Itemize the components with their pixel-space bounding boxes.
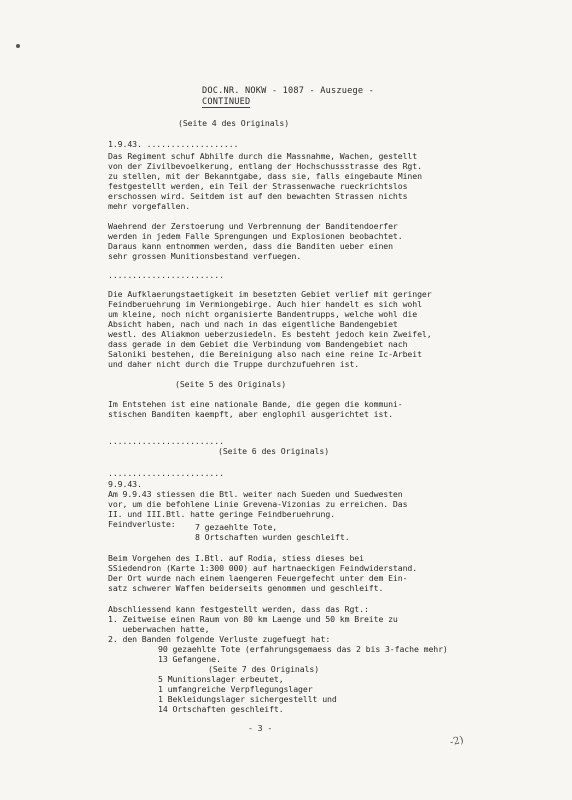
document-title: DOC.NR. NOKW - 1087 - Auszuege -	[202, 86, 374, 96]
ellipsis-separator: ........................	[108, 468, 224, 478]
paragraph-line: Das Regiment schuf Abhilfe durch die Massnahme, Wachen, gestellt	[108, 151, 418, 161]
paragraph-line: Daraus kann entnommen werden, dass die Banditen ueber einen	[108, 241, 393, 251]
paragraph-line: werden in jedem Falle Sprengungen und Explosionen beobachtet.	[108, 231, 403, 241]
document-continued: CONTINUED	[202, 97, 251, 107]
paragraph-line: Feindberuehrung im Vermiongebirge. Auch hier handelt es sich wohl	[108, 299, 422, 309]
losses-item: 1 umfangreiche Verpflegungslager	[158, 684, 313, 694]
paragraph-line: zu stellen, mit der Bekanntgabe, dass sie, falls eingebaute Minen	[108, 171, 422, 181]
page-reference: (Seite 5 des Originals)	[175, 379, 287, 389]
page-reference: (Seite 7 des Originals)	[208, 664, 320, 674]
list-item: ueberwachen hatte,	[108, 624, 210, 634]
paragraph-line: II. und III.Btl. hatte geringe Feindberuehrung.	[108, 509, 335, 519]
losses-item: 7 gezaehlte Tote,	[195, 522, 278, 532]
paragraph-line: dass gerade in dem Gebiet die Verbindung vom Bandengebiet nach	[108, 339, 408, 349]
paragraph-line: erschossen wird. Seitdem ist auf den bewachten Strassen nichts	[108, 191, 408, 201]
losses-item: 14 Ortschaften geschleift.	[158, 704, 284, 714]
paragraph-line: von der Zivilbevoelkerung, entlang der Hochschussstrasse des Rgt.	[108, 161, 422, 171]
paragraph-line: stischen Banditen kaempft, aber englophil ausgerichtet ist.	[108, 409, 393, 419]
paragraph-line: vor, um die befohlene Linie Grevena-Vizonias zu erreichen. Das	[108, 499, 408, 509]
punch-mark	[16, 44, 20, 48]
paragraph-line: SSiedendron (Karte 1:300 000) auf hartnaeckigen Feindwiderstand.	[108, 563, 418, 573]
list-item: 2. den Banden folgende Verluste zugefuegt hat:	[108, 634, 331, 644]
paragraph-line: mehr vorgefallen.	[108, 201, 191, 211]
losses-item: 1 Bekleidungslager sichergestellt und	[158, 694, 337, 704]
paragraph-line: westl. des Aliakmon ueberzusiedeln. Es besteht jedoch kein Zweifel,	[108, 329, 432, 339]
paragraph-line: Beim Vorgehen des I.Btl. auf Rodia, stiess dieses bei	[108, 553, 364, 563]
handwritten-mark: -2)	[449, 734, 465, 749]
ellipsis-separator: ........................	[108, 270, 224, 280]
paragraph-line: Saloniki bestehen, die Bereinigung also nach eine reine Ic-Arbeit	[108, 349, 422, 359]
list-item: 1. Zeitweise einen Raum von 80 km Laenge und 50 km Breite zu	[108, 614, 398, 624]
entry-date: 9.9.43.	[108, 479, 142, 489]
paragraph-line: Absicht haben, nach und nach in das eigentliche Bandengebiet	[108, 319, 398, 329]
losses-item: 5 Munitionslager erbeutet,	[158, 674, 284, 684]
page-reference: (Seite 4 des Originals)	[178, 118, 290, 128]
ellipsis-separator: ........................	[108, 436, 224, 446]
paragraph-line: Im Entstehen ist eine nationale Bande, die gegen die kommuni-	[108, 399, 403, 409]
paragraph-line: Die Aufklaerungstaetigkeit im besetzten Gebiet verlief mit geringer	[108, 289, 432, 299]
paragraph-line: sehr grossen Munitionsbestand verfuegen.	[108, 251, 302, 261]
losses-item: 8 Ortschaften wurden geschleift.	[195, 532, 350, 542]
entry-date: 1.9.43. ...................	[108, 139, 239, 149]
paragraph-line: Waehrend der Zerstoerung und Verbrennung der Banditendoerfer	[108, 221, 398, 231]
paragraph-line: Abschliessend kann festgestellt werden, dass das Rgt.:	[108, 604, 369, 614]
page-reference: (Seite 6 des Originals)	[218, 446, 330, 456]
losses-item: 13 Gefangene.	[158, 654, 221, 664]
paragraph-line: satz schwerer Waffen beiderseits genommen und geschleift.	[108, 583, 384, 593]
losses-label: Feindverluste:	[108, 519, 176, 529]
paragraph-line: Am 9.9.43 stiessen die Btl. weiter nach Sueden und Suedwesten	[108, 489, 403, 499]
paragraph-line: Der Ort wurde nach einem laengeren Feuergefecht unter dem Ein-	[108, 573, 408, 583]
paragraph-line: festgestellt werden, ein Teil der Strassenwache rueckrichtslos	[108, 181, 408, 191]
losses-item: 90 gezaehlte Tote (erfahrungsgemaess das 2 bis 3-fache mehr)	[158, 644, 448, 654]
page-number: - 3 -	[248, 723, 273, 733]
paragraph-line: und daher nicht durch die Truppe durchzufuehren ist.	[108, 359, 360, 369]
paragraph-line: um kleine, noch nicht organisierte Bandentrupps, welche wohl die	[108, 309, 418, 319]
